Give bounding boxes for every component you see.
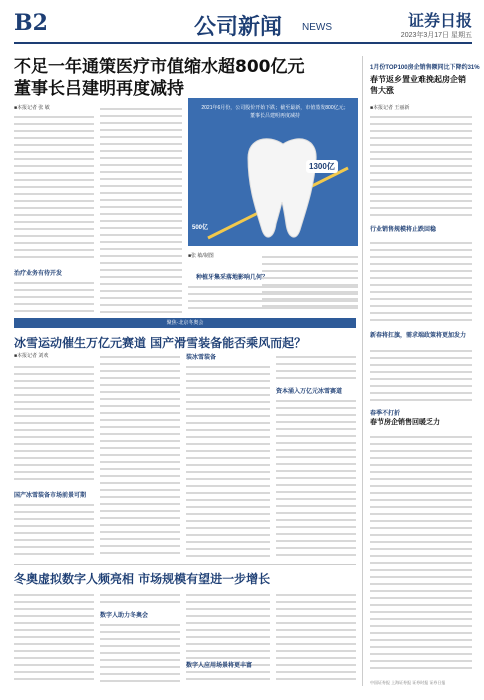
graphic-text: 2021年6月份，公司股价开始下跌；截至最新，市值蒸发800亿元；董事长吕建明再度减持: [201, 105, 349, 119]
side-body-3: [370, 346, 472, 410]
paper-logo: 证券日报: [407, 11, 472, 30]
side-subhead-3: 春季不打折: [370, 411, 401, 417]
focus-body-col4b: [276, 396, 356, 560]
page-header: [14, 8, 472, 44]
tooth-graphic: [188, 98, 358, 246]
third-col-heading-2: 数字人应用场景将更丰富: [186, 663, 253, 669]
side-body-1: [370, 112, 472, 222]
paper-date: 2023年3月17日 星期五: [400, 32, 472, 39]
lead-body-col1: [14, 112, 94, 262]
side-title-2: 春节房企销售回暖乏力: [370, 418, 440, 426]
side-headline: 春节返乡置业难挽起房企销售大涨: [370, 75, 466, 95]
side-footer: 中国证券报 上海证券报 证券时报 证券日报: [370, 680, 446, 685]
third-body-col1: [14, 590, 94, 686]
third-body-col2a: [100, 590, 180, 608]
side-tag: 1月份TOP100房企销售额同比下降约31%: [370, 65, 480, 71]
lead-headline-line2: 董事长吕建明再度减持: [14, 79, 184, 99]
side-body-4: [370, 432, 472, 676]
graphic-value-left: 500亿: [192, 225, 209, 231]
third-col-heading-1: 数字人助力冬奥会: [100, 613, 149, 619]
lead-byline: ■本报记者 张 敏: [14, 105, 50, 111]
lead-body-col1b: [14, 278, 94, 314]
third-body-col4: [276, 590, 356, 686]
lead-body-col2: [100, 104, 182, 314]
lead-headline-line1: 不足一年通策医疗市值缩水超800亿元: [14, 57, 305, 77]
focus-band: 聚焦·北京冬奥会: [14, 318, 356, 328]
lead-body-col4: [262, 252, 358, 314]
graphic-headline: 种植牙集采落地影响几何？: [196, 275, 269, 281]
third-body-col2b: [100, 620, 180, 686]
third-headline: 冬奥虚拟数字人频亮相 市场规模有望进一步增长: [14, 572, 271, 586]
lead-subhead: 治疗业务有待开发: [14, 271, 63, 277]
side-subhead-1: 行业销售规模将止跌回稳: [370, 227, 437, 233]
page-number: B2: [14, 10, 48, 36]
side-subhead-2: 新春将扛旗，需求端政策将更加发力: [370, 333, 467, 339]
section-en: NEWS: [302, 22, 332, 33]
focus-body-col1b: [14, 500, 94, 560]
lead-headline: [14, 56, 354, 100]
focus-col-heading-2: 装冰雪装备: [186, 355, 217, 361]
focus-body-col2: [100, 352, 180, 560]
focus-body-col4a: [276, 352, 356, 382]
side-divider: [362, 56, 363, 686]
third-body-col3: [186, 590, 270, 686]
graphic-caption: ■张 敏/制图: [188, 253, 214, 259]
focus-col-heading-1: 国产冰雪装备市场前景可期: [14, 493, 87, 499]
focus-byline: ■本报记者 刘欢: [14, 353, 49, 359]
focus-body-col3: [186, 362, 270, 560]
focus-body-col1: [14, 362, 94, 486]
focus-col-heading-3: 资本涌入万亿元冰雪赛道: [276, 389, 343, 395]
side-body-2: [370, 238, 472, 328]
third-divider: [14, 564, 356, 565]
section-title: 公司新闻: [194, 14, 283, 40]
side-byline: ■本报记者 王丽新: [370, 105, 410, 111]
graphic-value-top: 1300亿: [306, 160, 338, 173]
focus-headline: 冰雪运动催生万亿元赛道 国产滑雪装备能否乘风而起？: [14, 336, 307, 350]
